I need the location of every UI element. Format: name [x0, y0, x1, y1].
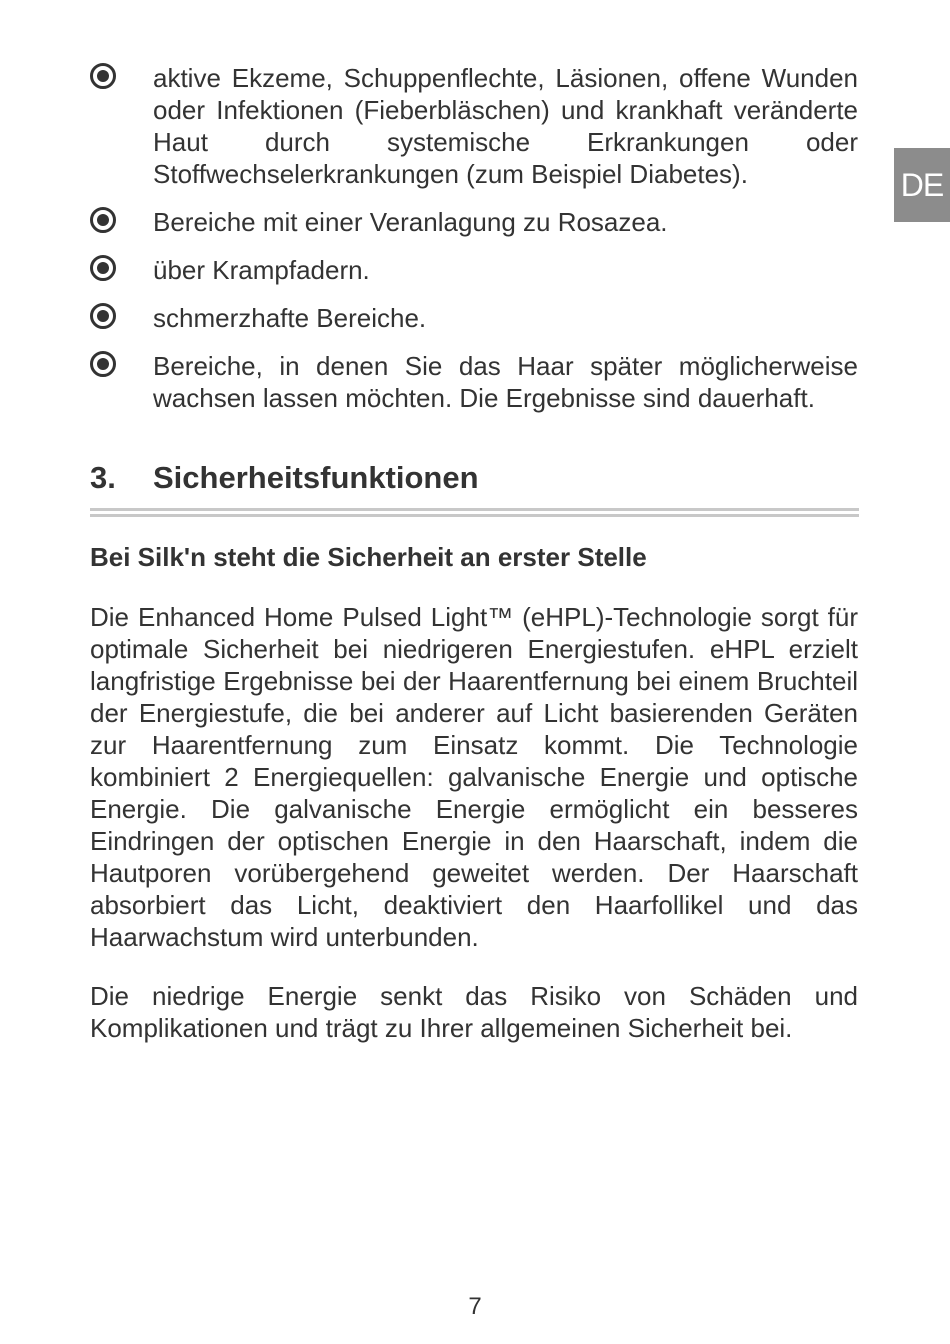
page-number: 7 [468, 1293, 482, 1320]
body-paragraph: Die Enhanced Home Pulsed Light™ (eHPL)-Technologie sorgt für optimale Sicherheit bei niedrigeren Energiestufen. eHPL erzielt langfristige Ergebnisse bei der Haarentfernung bei einem Bruchteil der Energiestufe, die bei anderer auf Licht basierenden Geräten zur Haarentfernung zum Einsatz kommt. Die Technologie kombiniert 2 Energiequellen: galvanische Energie und optische Energie. Die galvanische Energie ermöglicht ein besseres Eindringen der optischen Energie in den Haarschaft, indem die Hautporen vorübergehend geweitet werden. Der Haarschaft absorbiert das Licht, deaktiviert den Haarfollikel und das Haarwachstum wird unterbunden. [90, 602, 858, 952]
list-item-text: Bereiche, in denen Sie das Haar später möglicherweise wachsen lassen möchten. Die Ergebnisse sind dauerhaft. [153, 351, 858, 413]
body-paragraph: Die niedrige Energie senkt das Risiko von Schäden und Komplikationen und trägt zu Ihrer allgemeinen Sicherheit bei. [90, 981, 858, 1043]
section-heading [90, 458, 858, 498]
list-item [90, 254, 858, 286]
list-item-text: schmerzhafte Bereiche. [153, 303, 427, 333]
contraindication-list [90, 62, 858, 430]
list-item-text: aktive Ekzeme, Schuppenflechte, Läsionen, offene Wunden oder Infektionen (Fieberbläschen) und krankhaft veränderte Haut durch systemische Erkrankungen oder Stoffwechselerkrankungen (zum Beispiel Diabetes). [153, 63, 858, 189]
list-item [90, 206, 858, 238]
bullet-icon [90, 303, 116, 329]
bullet-icon [90, 207, 116, 233]
language-tab: DE [894, 148, 950, 222]
section-number: 3. [90, 460, 116, 495]
list-item-text: Bereiche mit einer Veranlagung zu Rosazea. [153, 207, 668, 237]
divider [90, 514, 859, 517]
subheading: Bei Silk'n steht die Sicherheit an erster Stelle [90, 542, 647, 572]
list-item [90, 62, 858, 190]
section-title: Sicherheitsfunktionen [153, 460, 479, 495]
list-item [90, 350, 858, 414]
list-item [90, 302, 858, 334]
divider [90, 508, 859, 511]
bullet-icon [90, 63, 116, 89]
list-item-text: über Krampfadern. [153, 255, 370, 285]
bullet-icon [90, 255, 116, 281]
bullet-icon [90, 351, 116, 377]
